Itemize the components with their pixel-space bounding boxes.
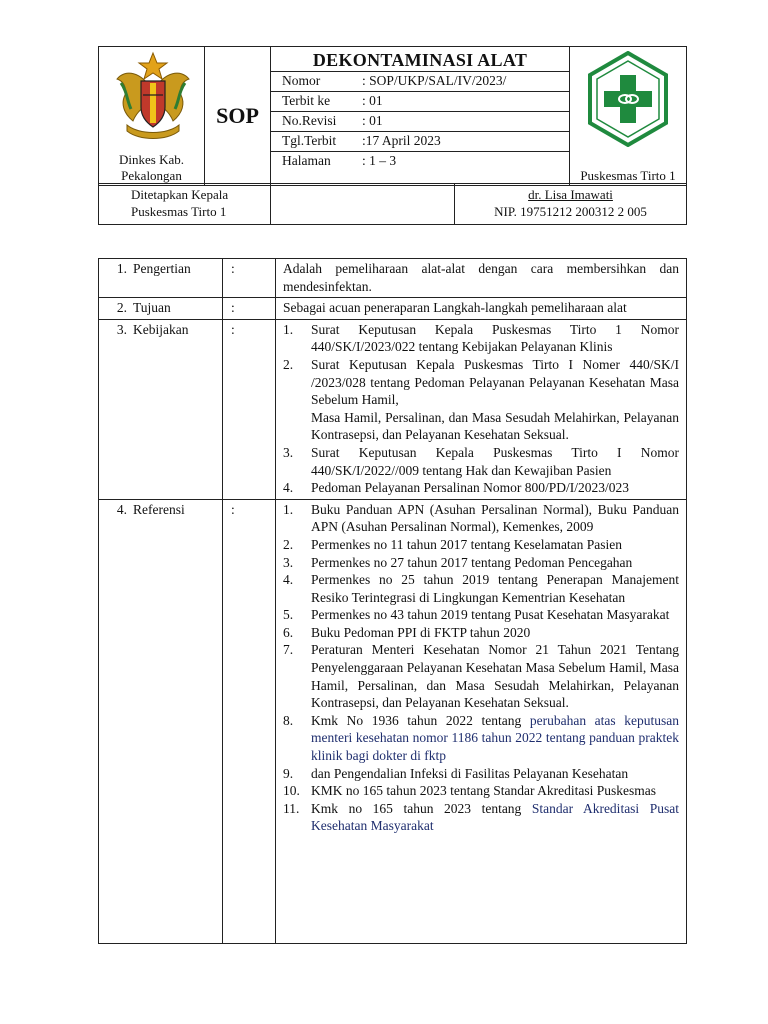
- section-colon: :: [223, 298, 276, 320]
- item-number: 2.: [283, 536, 294, 552]
- dinkes-logo-cell: [99, 47, 205, 186]
- item-number: 1.: [283, 321, 294, 337]
- dinkes-label-line2: Pekalongan: [121, 168, 182, 183]
- item-number: 9.: [283, 765, 294, 781]
- item-number: 3.: [283, 444, 294, 460]
- list-item: [283, 624, 679, 642]
- item-number: [283, 409, 311, 444]
- meta-value: : 01: [362, 93, 383, 108]
- meta-key: Terbit ke: [282, 93, 331, 108]
- section-number: 3.: [116, 321, 127, 337]
- item-text: Surat Keputusan Kepala Puskesmas Tirto I Nomer 440/SK/I /2023/028 tentang Pedoman Pelayanan Pelayanan Kesehatan Masa Sebelum Hamil,: [311, 356, 679, 408]
- section-label-cell: [99, 298, 223, 320]
- established-by-line2: Puskesmas Tirto 1: [131, 204, 227, 219]
- item-number: 10.: [283, 783, 300, 799]
- section-label: Tujuan: [133, 300, 171, 316]
- item-text-plain: Kmk No 1936 tahun 2022 tentang: [311, 712, 530, 728]
- meta-key: Tgl.Terbit: [282, 133, 337, 148]
- signature-table: [98, 183, 687, 225]
- section-number: 2.: [116, 300, 127, 316]
- meta-value: : SOP/UKP/SAL/IV/2023/: [362, 73, 507, 88]
- established-by-line1: Ditetapkan Kepala: [131, 187, 229, 202]
- section-row-referensi: [99, 499, 687, 943]
- item-text: Permenkes no 25 tahun 2019 tentang Penerapan Manajement Resiko Terintegrasi di Lingkungan Kementrian Kesehatan: [311, 572, 679, 605]
- item-text: Pedoman Pelayanan Persalinan Nomor 800/PD/I/2023/023: [311, 480, 629, 496]
- policy-list-cell: [276, 319, 687, 499]
- list-item: [283, 444, 679, 479]
- list-item: [283, 571, 679, 606]
- meta-row-terbit: [271, 92, 569, 112]
- list-item: [283, 501, 679, 536]
- item-text: Buku Pedoman PPI di FKTP tahun 2020: [311, 624, 531, 640]
- meta-value: : 1 – 3: [362, 153, 397, 168]
- list-item: [283, 479, 679, 497]
- established-by-cell: [99, 184, 271, 225]
- section-row-kebijakan: [99, 319, 687, 499]
- list-item: [283, 765, 679, 783]
- item-text-blue: perubahan atas keputusan menteri kesehatan nomor 1186 tahun 2022 tentang panduan praktek klinik bagi dokter di fktp: [311, 712, 679, 764]
- reference-list: [283, 501, 679, 835]
- section-row-tujuan: [99, 298, 687, 320]
- item-number: 7.: [283, 642, 294, 658]
- section-text: Sebagai acuan peneraparan Langkah-langkah pemeliharaan alat: [276, 298, 687, 320]
- item-number: 3.: [283, 554, 294, 570]
- section-colon: :: [223, 319, 276, 499]
- section-colon: :: [223, 259, 276, 298]
- section-number: 1.: [116, 261, 127, 276]
- list-item: [283, 321, 679, 356]
- item-text: dan Pengendalian Infeksi di Fasilitas Pelayanan Kesehatan: [311, 765, 629, 781]
- puskesmas-label: Puskesmas Tirto 1: [580, 168, 676, 183]
- list-item: [283, 356, 679, 409]
- signature-blank-cell: [271, 184, 455, 225]
- list-item: [283, 641, 679, 711]
- section-label-cell: [99, 319, 223, 499]
- section-label: Pengertian: [133, 261, 191, 276]
- section-colon: :: [223, 499, 276, 943]
- sop-header-table: [98, 46, 687, 186]
- meta-key: Halaman: [282, 153, 331, 168]
- item-text: KMK no 165 tahun 2023 tentang Standar Akreditasi Puskesmas: [311, 783, 656, 799]
- meta-row-revisi: [271, 112, 569, 132]
- item-number: 8.: [283, 712, 294, 728]
- item-number: 2.: [283, 356, 294, 372]
- sop-content-table: [98, 258, 687, 944]
- item-number: 1.: [283, 501, 294, 517]
- list-item: [283, 800, 679, 835]
- item-number: 4.: [283, 572, 294, 588]
- item-text: Surat Keputusan Kepala Puskesmas Tirto I Nomor 440/SK/I/2022//009 tentang Hak dan Kewajiban Pasien: [311, 444, 679, 478]
- list-item: [283, 536, 679, 554]
- item-text: Permenkes no 11 tahun 2017 tentang Keselamatan Pasien: [311, 536, 623, 552]
- section-number: 4.: [116, 501, 127, 517]
- item-text: [311, 800, 679, 835]
- item-number: 5.: [283, 607, 294, 623]
- title-meta-cell: [271, 47, 570, 186]
- item-text: [311, 712, 679, 765]
- policy-list: [283, 321, 679, 497]
- meta-value: : 01: [362, 113, 383, 128]
- item-text: Permenkes no 43 tahun 2019 tentang Pusat Kesehatan Masyarakat: [311, 607, 670, 623]
- reference-list-cell: [276, 499, 687, 943]
- meta-value: :17 April 2023: [362, 133, 441, 148]
- item-number: 11.: [283, 800, 300, 816]
- meta-row-tgl-terbit: [271, 132, 569, 152]
- list-item: [283, 606, 679, 624]
- item-text: Peraturan Menteri Kesehatan Nomor 21 Tahun 2021 Tentang Penyelenggaraan Pelayanan Kesehatan Masa Sebelum Hamil, Masa Hamil, Persalinan, dan Masa Sesudah Melahirkan, Pelayanan Kontrasepsi, dan Pelayanan Kesehatan Seksual.: [311, 642, 679, 711]
- item-text: Masa Hamil, Persalinan, dan Masa Sesudah Melahirkan, Pelayanan Kontrasepsi, dan Pelayanan Kesehatan Seksual.: [311, 409, 679, 443]
- section-label-cell: [99, 259, 223, 298]
- signatory-nip: NIP. 19751212 200312 2 005: [494, 204, 647, 219]
- section-label-cell: [99, 499, 223, 943]
- section-label: Kebijakan: [133, 321, 189, 337]
- item-text-blue: Standar Akreditasi Pusat Kesehatan Masyarakat: [311, 800, 680, 834]
- section-label: Referensi: [133, 501, 185, 517]
- meta-row-nomor: [271, 72, 569, 92]
- item-number: 4.: [283, 480, 294, 496]
- item-text: Surat Keputusan Kepala Puskesmas Tirto 1 Nomor 440/SK/I/2023/022 tentang Kebijakan Pelayanan Klinis: [311, 321, 679, 355]
- list-item: [283, 554, 679, 572]
- pekalongan-emblem-icon: [113, 51, 193, 141]
- section-text: Adalah pemeliharaan alat-alat dengan cara membersihkan dan mendesinfektan.: [276, 259, 687, 298]
- meta-row-halaman: [271, 152, 569, 171]
- item-text: Permenkes no 27 tahun 2017 tentang Pedoman Pencegahan: [311, 554, 633, 570]
- sop-label: SOP: [205, 47, 271, 186]
- list-item: [283, 782, 679, 800]
- list-item: [283, 409, 679, 444]
- puskesmas-logo-cell: [570, 47, 687, 186]
- dinkes-label-line1: Dinkes Kab.: [119, 152, 184, 167]
- item-text: Buku Panduan APN (Asuhan Persalinan Normal), Buku Panduan APN (Asuhan Persalinan Normal), Kemenkes, 2009: [311, 501, 679, 535]
- document-title: DEKONTAMINASI ALAT: [271, 47, 569, 72]
- list-item: [283, 712, 679, 765]
- signatory-name: dr. Lisa Imawati: [528, 187, 613, 202]
- item-text-plain: Kmk no 165 tahun 2023 tentang: [311, 800, 532, 816]
- puskesmas-cross-icon: [586, 51, 670, 147]
- section-row-pengertian: [99, 259, 687, 298]
- signatory-cell: [455, 184, 687, 225]
- meta-key: No.Revisi: [282, 113, 337, 128]
- item-number: 6.: [283, 624, 294, 640]
- meta-key: Nomor: [282, 73, 321, 88]
